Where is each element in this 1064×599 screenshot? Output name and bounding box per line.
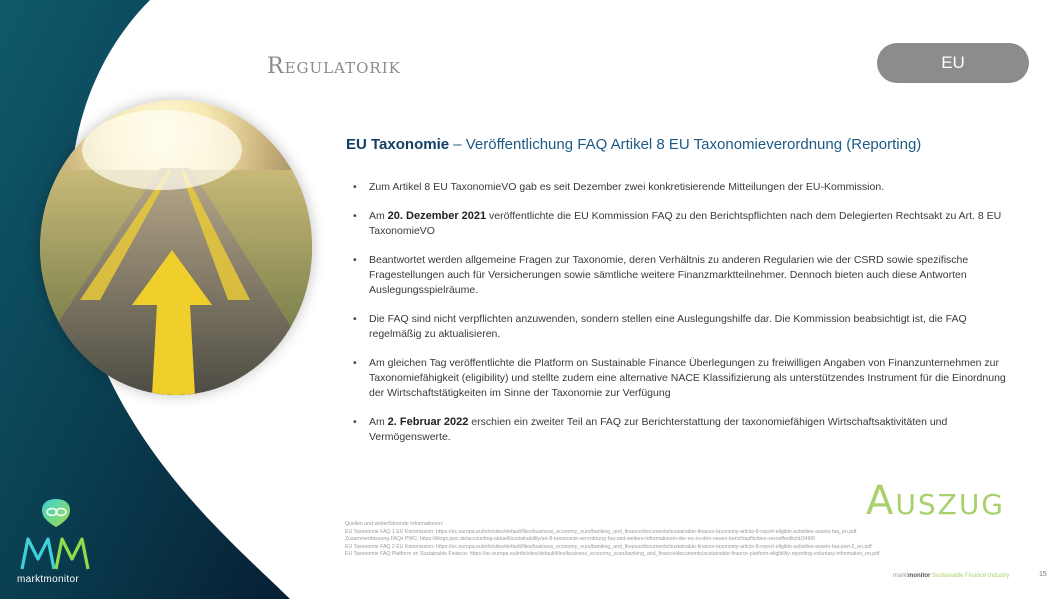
heading-rest: – Veröffentlichung FAQ Artikel 8 EU Taxonomieverordnung (Reporting) [449, 136, 922, 153]
section-heading [346, 136, 1036, 153]
page-number: 15 [1039, 571, 1047, 578]
bullet-list [353, 180, 1018, 459]
sources-heading: Quellen und weiterführende Informationen: [345, 521, 444, 527]
source-link[interactable]: EU Taxonomie FAQ Platform on Sustainable Finance: https://ec.europa.eu/info/sites/default/files/business_economy_euro/banking_and_finance/documents/sustainable-finance-platform-eligibility-reporting-voluntary-information_en.pdf [345, 551, 880, 558]
region-badge: EU [877, 43, 1029, 83]
list-item: • Die FAQ sind nicht verpflichten anzuwenden, sondern stellen eine Auslegungshilfe dar. Die Kommission beabsichtigt ist, die FAQ regelmäßig zu aktualisieren. [353, 312, 1018, 342]
source-link[interactable]: EU Taxonomie FAQ 2 EU Kommission: https://ec.europa.eu/info/sites/default/files/business_economy_euro/banking_and_finance/documents/sustainable-finance-taxonomy-article-8-report-eligible-activities-assets-faq-part-2_en.pdf [345, 543, 872, 550]
source-link[interactable]: Zusammenfassung FAQs PWC: https://blogs.pwc.de/accounting-aktuell/sustainability/art-8-taxonomie-verordnung-faq-und-weitere-informationen-der-eu-zu-den-neuen-berichtspflichten-veroeffentlicht/2490/ [345, 536, 815, 543]
logo-wordmark: marktmonitor [17, 574, 79, 585]
list-item: • Zum Artikel 8 EU TaxonomieVO gab es seit Dezember zwei konkretisierende Mitteilungen der EU-Kommission. [353, 180, 1018, 195]
list-item: • Beantwortet werden allgemeine Fragen zur Taxonomie, deren Verhältnis zu anderen Regularien wie der CSRD sowie spezifische Fragestellungen auch für Versicherungen sowie sämtliche weitere Finanzmarktteilnehmer. Dennoch bieten auch diese Antworten Auslegungsspielräume. [353, 253, 1018, 298]
road-photo [40, 100, 312, 395]
page-title: Regulatorik [267, 54, 401, 79]
source-link[interactable]: EU Taxonomie FAQ 1 EU Kommission: https://ec.europa.eu/info/sites/default/files/business_economy_euro/banking_and_finance/documents/sustainable-finance-taxonomy-article-8-report-eligible-activities-assets-faq_en.pdf [345, 528, 857, 535]
heading-bold: EU Taxonomie [346, 136, 450, 153]
list-item: • Am 20. Dezember 2021 veröffentlichte die EU Kommission FAQ zu den Berichtspflichten nach dem Delegierten Rechtsakt zu Art. 8 EU TaxonomieVO [353, 209, 1018, 239]
sources-block [345, 521, 1005, 559]
list-item: • Am 2. Februar 2022 erschien ein zweiter Teil an FAQ zur Berichterstattung der taxonomiefähigen Wirtschaftsaktivitäten und Vermögenswerte. [353, 415, 1018, 445]
excerpt-stamp: Auszug [866, 478, 1006, 524]
list-item: • Am gleichen Tag veröffentlichte die Platform on Sustainable Finance Überlegungen zu freiwilligen Angaben von Finanzunternehmen zur Taxonomiefähigkeit (eligibility) und stellte zudem eine alternative NACE Klassifizierung als unterstützendes Instrument für die Einordnung der Wirtschaftstätigkeiten im Sinne der Taxonomie zur Verfügung [353, 356, 1018, 401]
footer-brand: marktmonitor Sustainable Finance Industry [893, 573, 1010, 579]
